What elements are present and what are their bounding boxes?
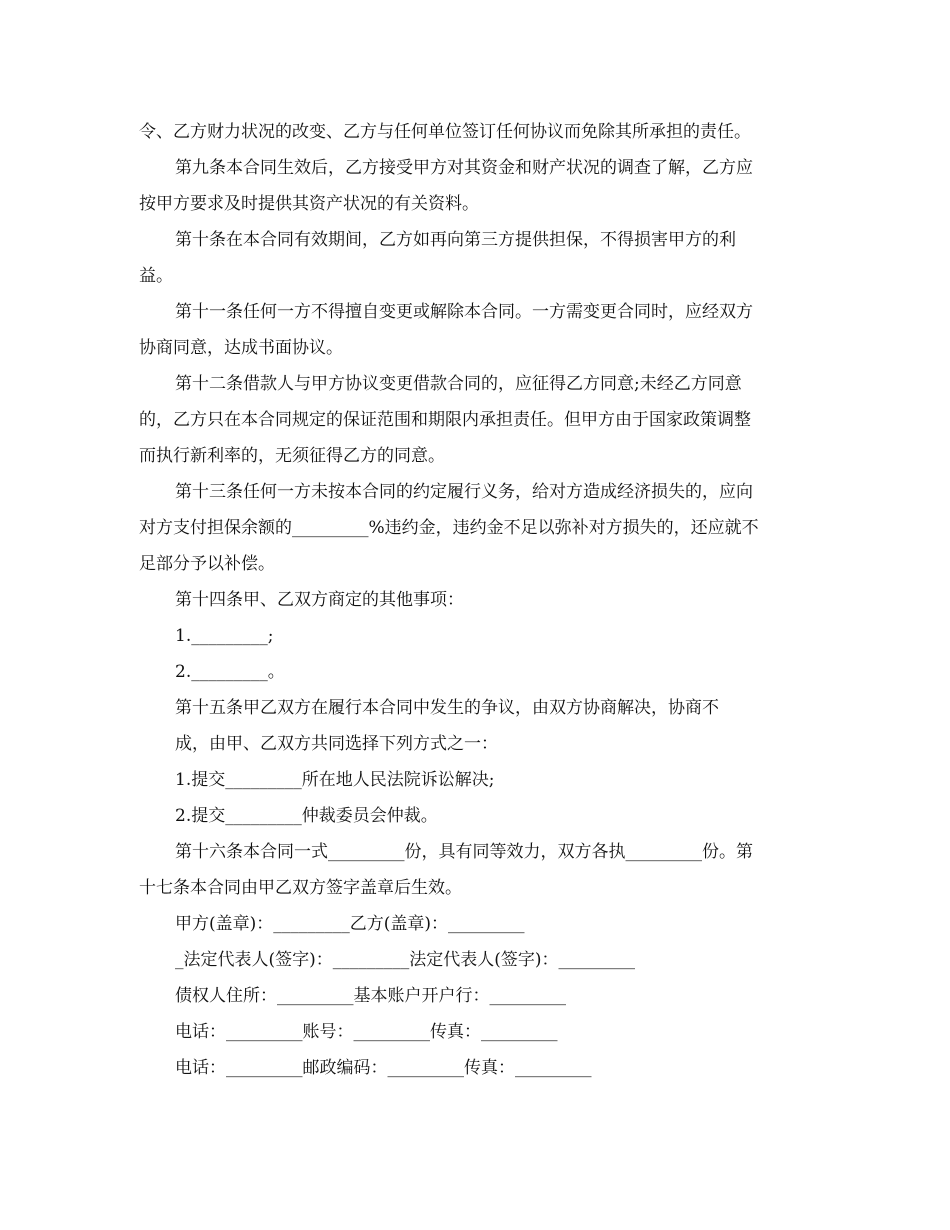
text-line: 对方支付担保余额的_________%违约金，违约金不足以弥补对方损失的，还应就不 [139, 518, 759, 538]
text-line: 的，乙方只在本合同规定的保证范围和期限内承担责任。但甲方由于国家政策调整 [139, 410, 751, 430]
text-line: 协商同意，达成书面协议。 [139, 338, 343, 358]
text-line: 第十五条甲乙双方在履行本合同中发生的争议，由双方协商解决，协商不 [175, 698, 719, 718]
signature-line: 电话：_________账号：_________传真：_________ [175, 1022, 558, 1042]
text-line: 第十四条甲、乙双方商定的其他事项： [175, 590, 464, 610]
text-line: 第九条本合同生效后，乙方接受甲方对其资金和财产状况的调查了解，乙方应 [175, 158, 753, 178]
text-line: 第十二条借款人与甲方协议变更借款合同的，应征得乙方同意;未经乙方同意 [175, 374, 742, 394]
text-line: 按甲方要求及时提供其资产状况的有关资料。 [139, 194, 479, 214]
text-line: 2.提交_________仲裁委员会仲裁。 [175, 806, 438, 826]
text-line: 1.提交_________所在地人民法院诉讼解决; [175, 770, 495, 790]
text-line: 第十一条任何一方不得擅自变更或解除本合同。一方需变更合同时，应经双方 [175, 302, 753, 322]
signature-line: _法定代表人(签字)：_________法定代表人(签字)：_________ [175, 950, 636, 970]
text-line: 1._________; [175, 626, 274, 646]
text-line: 十七条本合同由甲乙双方签字盖章后生效。 [139, 878, 462, 898]
signature-line: 债权人住所：_________基本账户开户行：_________ [175, 986, 566, 1006]
text-line: 足部分予以补偿。 [139, 554, 275, 574]
signature-line: 电话：_________邮政编码：_________传真：_________ [175, 1058, 592, 1078]
text-line: 第十条在本合同有效期间，乙方如再向第三方提供担保，不得损害甲方的利 [175, 230, 736, 250]
text-line: 而执行新利率的，无须征得乙方的同意。 [139, 446, 445, 466]
text-line: 成，由甲、乙双方共同选择下列方式之一： [175, 734, 498, 754]
signature-line: 甲方(盖章)：_________乙方(盖章)：_________ [175, 914, 525, 934]
text-line: 第十三条任何一方未按本合同的约定履行义务，给对方造成经济损失的，应向 [175, 482, 753, 502]
text-line: 令、乙方财力状况的改变、乙方与任何单位签订任何协议而免除其所承担的责任。 [139, 122, 751, 142]
text-line: 2._________。 [175, 662, 285, 682]
text-line: 益。 [139, 266, 173, 286]
text-line: 第十六条本合同一式_________份，具有同等效力，双方各执_________份。第 [175, 842, 753, 862]
